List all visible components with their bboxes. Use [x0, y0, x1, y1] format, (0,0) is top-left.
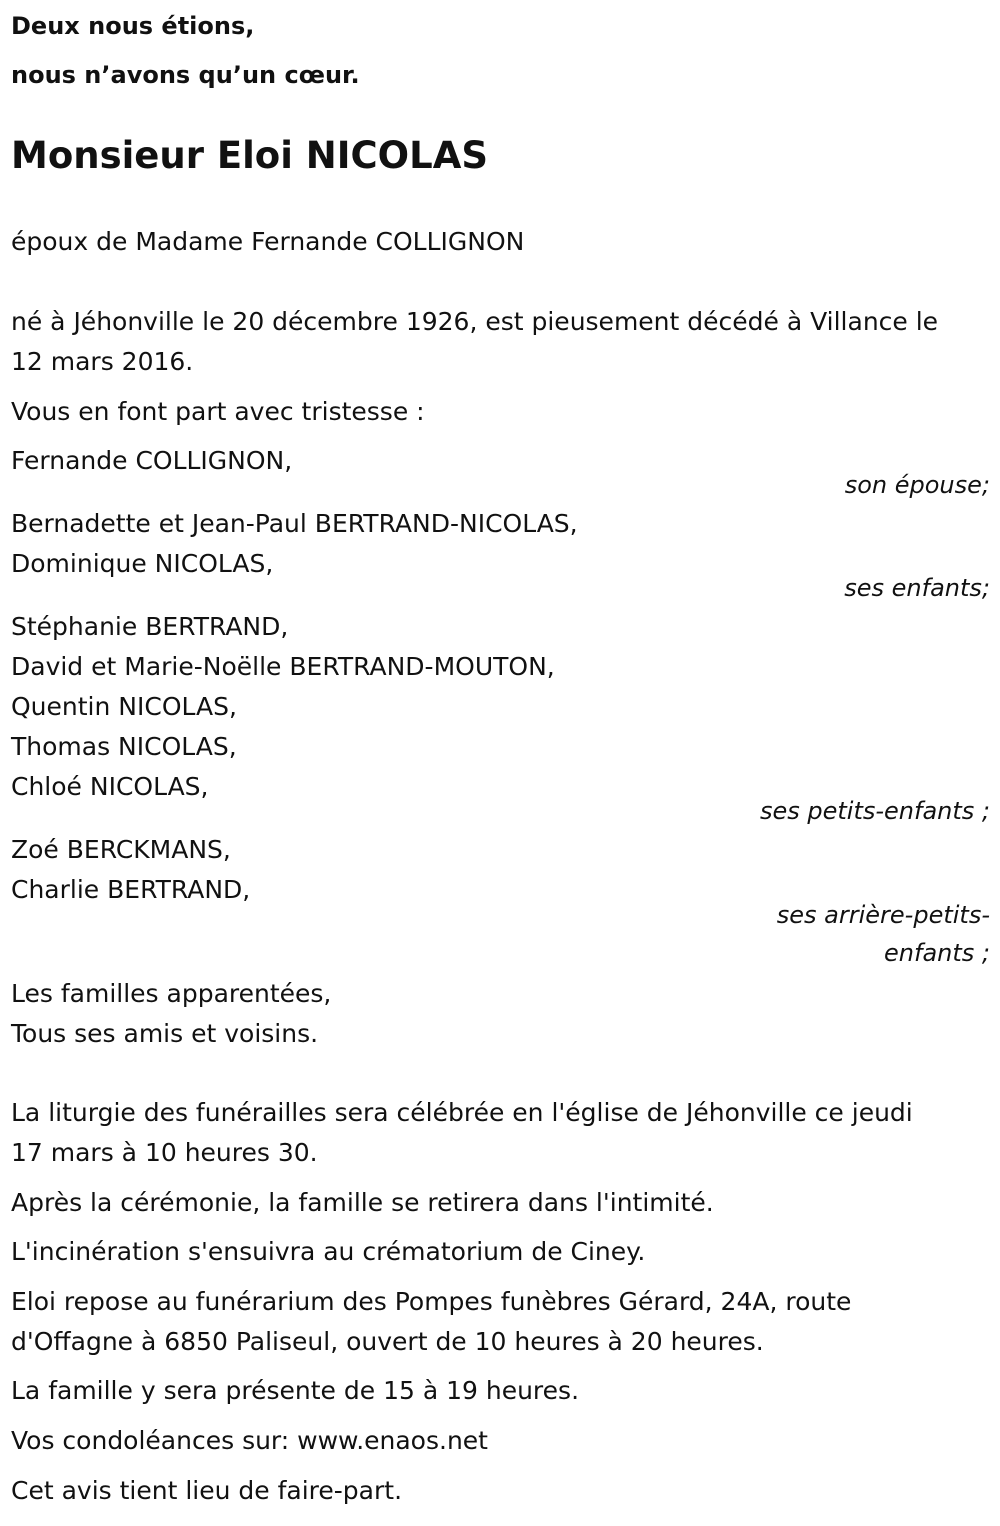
family-grandchildren-role: ses petits-enfants ; [759, 797, 990, 825]
spouse-line: époux de Madame Fernande COLLIGNON [11, 227, 525, 256]
liturgy-line-1: La liturgie des funérailles sera célébrée en l'église de Jéhonville ce jeudi [11, 1098, 913, 1127]
family-grandchild-name: David et Marie-Noëlle BERTRAND-MOUTON, [11, 652, 555, 681]
family-spouse-name: Fernande COLLIGNON, [11, 446, 293, 475]
family-others-line: Les familles apparentées, [11, 979, 332, 1008]
family-grandchild-name: Quentin NICOLAS, [11, 692, 237, 721]
birth-death-line-2: 12 mars 2016. [11, 347, 194, 376]
liturgy-line-2: 17 mars à 10 heures 30. [11, 1138, 318, 1167]
epigraph-line-1: Deux nous étions, [11, 12, 255, 40]
family-great-grandchildren-role-line-1: ses arrière-petits- [776, 901, 990, 929]
birth-death-line-1: né à Jéhonville le 20 décembre 1926, est pieusement décédé à Villance le [11, 307, 939, 336]
announce-line: Vous en font part avec tristesse : [11, 397, 425, 426]
family-great-grandchild-name: Zoé BERCKMANS, [11, 835, 231, 864]
presence-line: La famille y sera présente de 15 à 19 heures. [11, 1376, 580, 1405]
family-child-name: Bernadette et Jean-Paul BERTRAND-NICOLAS, [11, 509, 578, 538]
family-great-grandchildren-role-line-2: enfants ; [884, 939, 990, 967]
deceased-name: Monsieur Eloi NICOLAS [11, 134, 488, 177]
family-great-grandchild-name: Charlie BERTRAND, [11, 875, 251, 904]
family-grandchild-name: Thomas NICOLAS, [11, 732, 237, 761]
rest-line-1: Eloi repose au funérarium des Pompes funèbres Gérard, 24A, route [11, 1287, 852, 1316]
notice-line: Cet avis tient lieu de faire-part. [11, 1476, 403, 1505]
family-child-name: Dominique NICOLAS, [11, 549, 274, 578]
rest-line-2: d'Offagne à 6850 Paliseul, ouvert de 10 heures à 20 heures. [11, 1327, 764, 1356]
after-ceremony-line: Après la cérémonie, la famille se retirera dans l'intimité. [11, 1188, 714, 1217]
family-spouse-role: son épouse; [844, 471, 990, 499]
condolences-line: Vos condoléances sur: www.enaos.net [11, 1426, 488, 1455]
cremation-line: L'incinération s'ensuivra au crématorium de Ciney. [11, 1237, 646, 1266]
epigraph-line-2: nous n’avons qu’un cœur. [11, 61, 360, 89]
family-grandchild-name: Chloé NICOLAS, [11, 772, 209, 801]
family-grandchild-name: Stéphanie BERTRAND, [11, 612, 289, 641]
family-others-line: Tous ses amis et voisins. [11, 1019, 319, 1048]
family-children-role: ses enfants; [844, 574, 990, 602]
